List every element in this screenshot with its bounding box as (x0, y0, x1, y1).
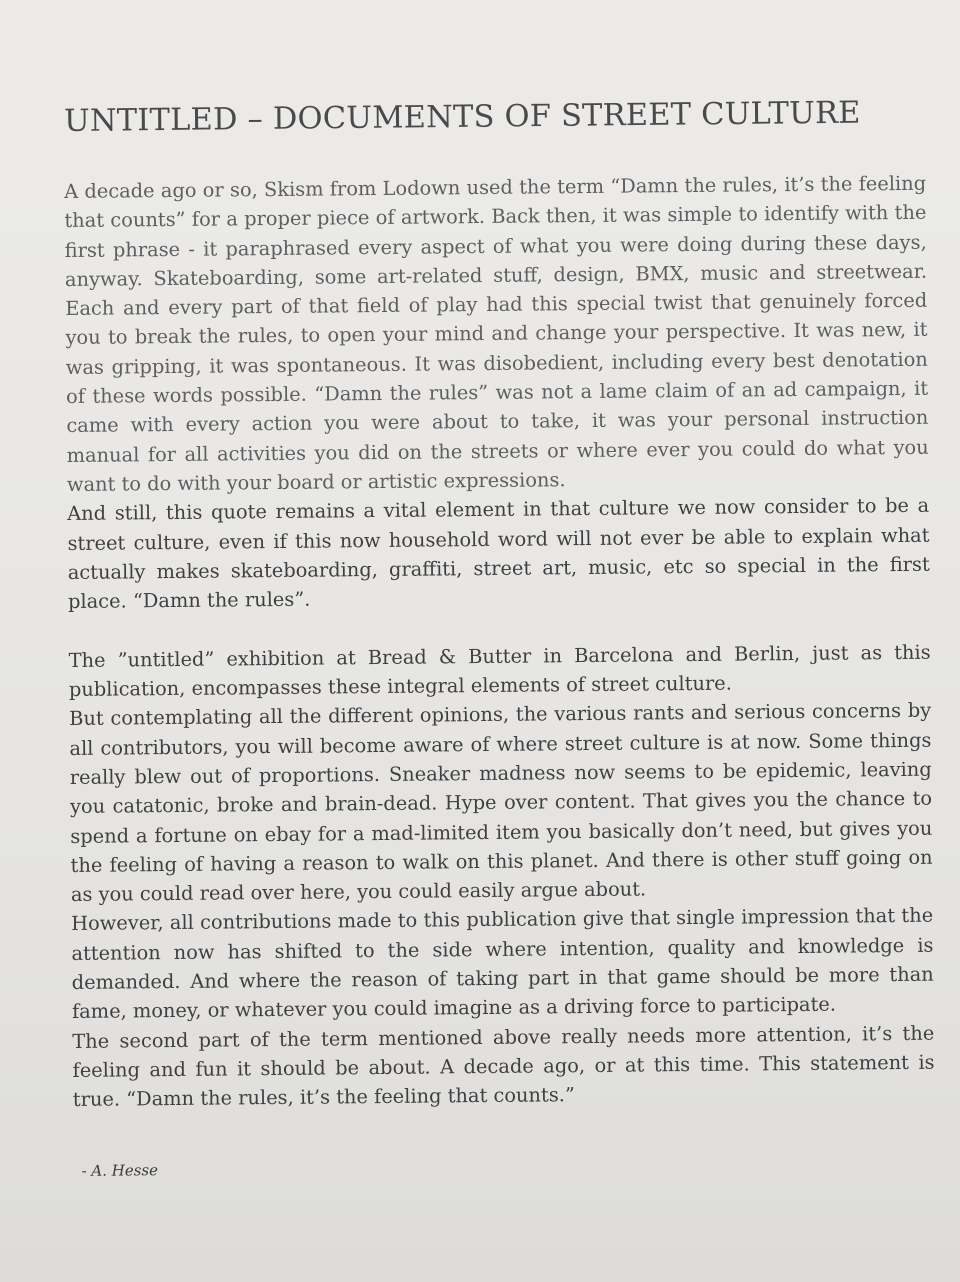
paragraph-3: The ”untitled” exhibition at Bread & Butter in Barcelona and Berlin, just as this publication, encompasses these integral elements of street culture. (68, 640, 931, 702)
paragraph-4: But contemplating all the different opinions, the various rants and serious concerns by all contributors, you will become aware of where street culture is at now. Some things really blew out of proportions. Sneaker madness now seems to be epidemic, leaving you catatonic, broke and brain-dead. Hype over content. That gives you the chance to spend a fortune on ebay for a mad-limited item you basically don’t need, but gives you the feeling of having a reason to walk on this planet. And there is other stuff going on as you could read over here, you could easily argue about. (69, 699, 933, 907)
book-page (63, 95, 935, 1264)
article-title: UNTITLED – DOCUMENTS OF STREET CULTURE (63, 95, 861, 139)
paragraph-6: The second part of the term mentioned above really needs more attention, it’s the feeling and fun it should be about. A decade ago, or at this time. This statement is true. “Damn the rules, it’s the feeling that counts.” (72, 1021, 935, 1112)
article-body (64, 169, 936, 1186)
author-signature: - A. Hesse (81, 1160, 159, 1180)
paragraph-5: However, all contributions made to this publication give that single impression that the attention now has shifted to the side where intention, quality and knowledge is demanded. And where the reason of taking part in that game should be more than fame, money, or whatever you could imagine as a driving force to participate. (71, 904, 934, 1024)
paragraph-2: And still, this quote remains a vital element in that culture we now consider to be a street culture, even if this now household word will not ever be able to explain what actually makes skateboarding, graffiti, street art, music, etc so special in the first place. “Damn the rules”. (67, 493, 930, 614)
paragraph-1: A decade ago or so, Skism from Lodown used the term “Damn the rules, it’s the feeling that counts” for a proper piece of artwork. Back then, it was simple to identify with the first phrase - it paraphrased every aspect of what you were doing during these days, anyway. Skateboarding, some art-related stuff, design, BMX, music and streetwear. Each and every part of that field of play had this special twist that genuinely forced you to break the rules, to open your mind and change your perspective. It was new, it was gripping, it was spontaneous. It was disobedient, including every best denotation of these words possible. “Damn the rules” was not a lame claim of an ad campaign, it came with every action you were about to take, it was your personal instruction manual for all activities you did on the streets or where ever you could do what you want to do with your board or artistic expressions. (64, 171, 929, 496)
